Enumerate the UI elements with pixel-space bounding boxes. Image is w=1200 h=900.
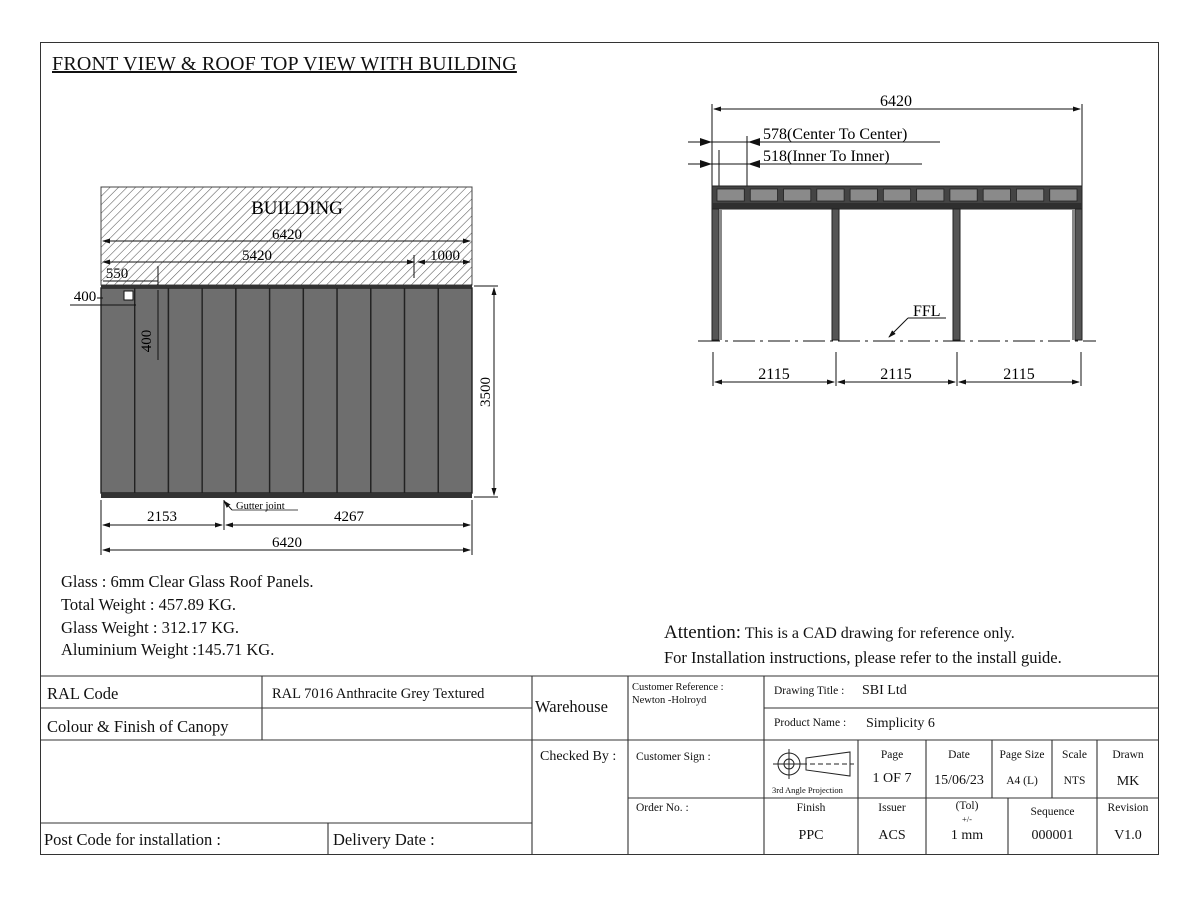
page-label: Page [880,749,904,761]
gutter-joint-label: Gutter joint [236,501,285,512]
spec-glass: Glass : 6mm Clear Glass Roof Panels. [61,572,314,591]
dim-1000: 1000 [430,248,460,264]
bay-dim-3: 2115 [1003,366,1035,383]
tolerance-sub: +/- [962,814,972,824]
revision-value: V1.0 [1114,828,1142,843]
date-value: 15/06/23 [934,773,984,788]
page-size-label: Page Size [999,749,1045,761]
dim-3500: 3500 [478,377,494,407]
page-size-value: A4 (L) [1006,775,1038,787]
page-value: 1 OF 7 [872,771,912,786]
date-label: Date [948,749,970,761]
projection-label: 3rd Angle Projection [772,785,843,795]
dim-400-horizontal: 400 [73,289,97,305]
warehouse-label: Warehouse [535,697,608,716]
building-label: BUILDING [251,198,343,219]
dim-4267: 4267 [334,509,364,525]
dim-inner-to-inner: 518(Inner To Inner) [763,148,890,165]
delivery-date-label: Delivery Date : [333,830,435,849]
sequence-label: Sequence [1030,806,1075,818]
sequence-value: 000001 [1031,828,1074,843]
tolerance-value: 1 mm [950,828,984,843]
finish-value: PPC [798,828,824,843]
drawing-title-label: Drawing Title : [774,685,845,697]
dim-center-to-center: 578(Center To Center) [763,126,908,143]
drawing-title-value: SBI Ltd [862,683,907,698]
ral-code-label: RAL Code [47,684,119,703]
dim-6420-top: 6420 [272,227,302,243]
issuer-label: Issuer [878,802,906,814]
spec-aluminium-weight: Aluminium Weight :145.71 KG. [61,640,275,659]
product-name-label: Product Name : [774,717,847,729]
revision-label: Revision [1107,802,1149,814]
customer-sign-label: Customer Sign : [636,751,711,763]
spec-total-weight: Total Weight : 457.89 KG. [61,595,237,614]
drawn-label: Drawn [1112,749,1144,761]
dim-6420-bottom: 6420 [272,535,302,551]
spec-glass-weight: Glass Weight : 312.17 KG. [61,618,240,637]
dim-2153: 2153 [147,509,177,525]
customer-reference-value: Newton -Holroyd [632,695,707,706]
ffl-label: FFL [913,303,941,320]
order-no-label: Order No. : [636,802,689,814]
dim-550: 550 [105,266,129,282]
install-note: For Installation instructions, please refer to the install guide. [664,648,1062,667]
product-name-value: Simplicity 6 [866,716,935,731]
post-code-label: Post Code for installation : [44,830,221,849]
dim-400-vertical: 400 [139,329,155,353]
drawing-title: FRONT VIEW & ROOF TOP VIEW WITH BUILDING [52,53,517,75]
scale-value: NTS [1063,775,1086,787]
customer-reference-label: Customer Reference : [632,682,724,693]
attention-text: This is a CAD drawing for reference only. [741,625,1015,642]
finish-label: Finish [796,802,826,814]
drawn-value: MK [1116,774,1140,789]
checked-by-label: Checked By : [540,749,617,764]
attention-label: Attention: [664,622,742,643]
bay-dim-1: 2115 [758,366,790,383]
issuer-value: ACS [878,828,906,843]
ral-code-value: RAL 7016 Anthracite Grey Textured [272,686,485,702]
tolerance-label: (Tol) [955,800,979,812]
colour-finish-label: Colour & Finish of Canopy [47,717,229,736]
dim-5420: 5420 [242,248,272,264]
scale-label: Scale [1062,749,1087,761]
side-dim-6420: 6420 [880,93,912,110]
bay-dim-2: 2115 [880,366,912,383]
attention-note [664,622,1015,644]
